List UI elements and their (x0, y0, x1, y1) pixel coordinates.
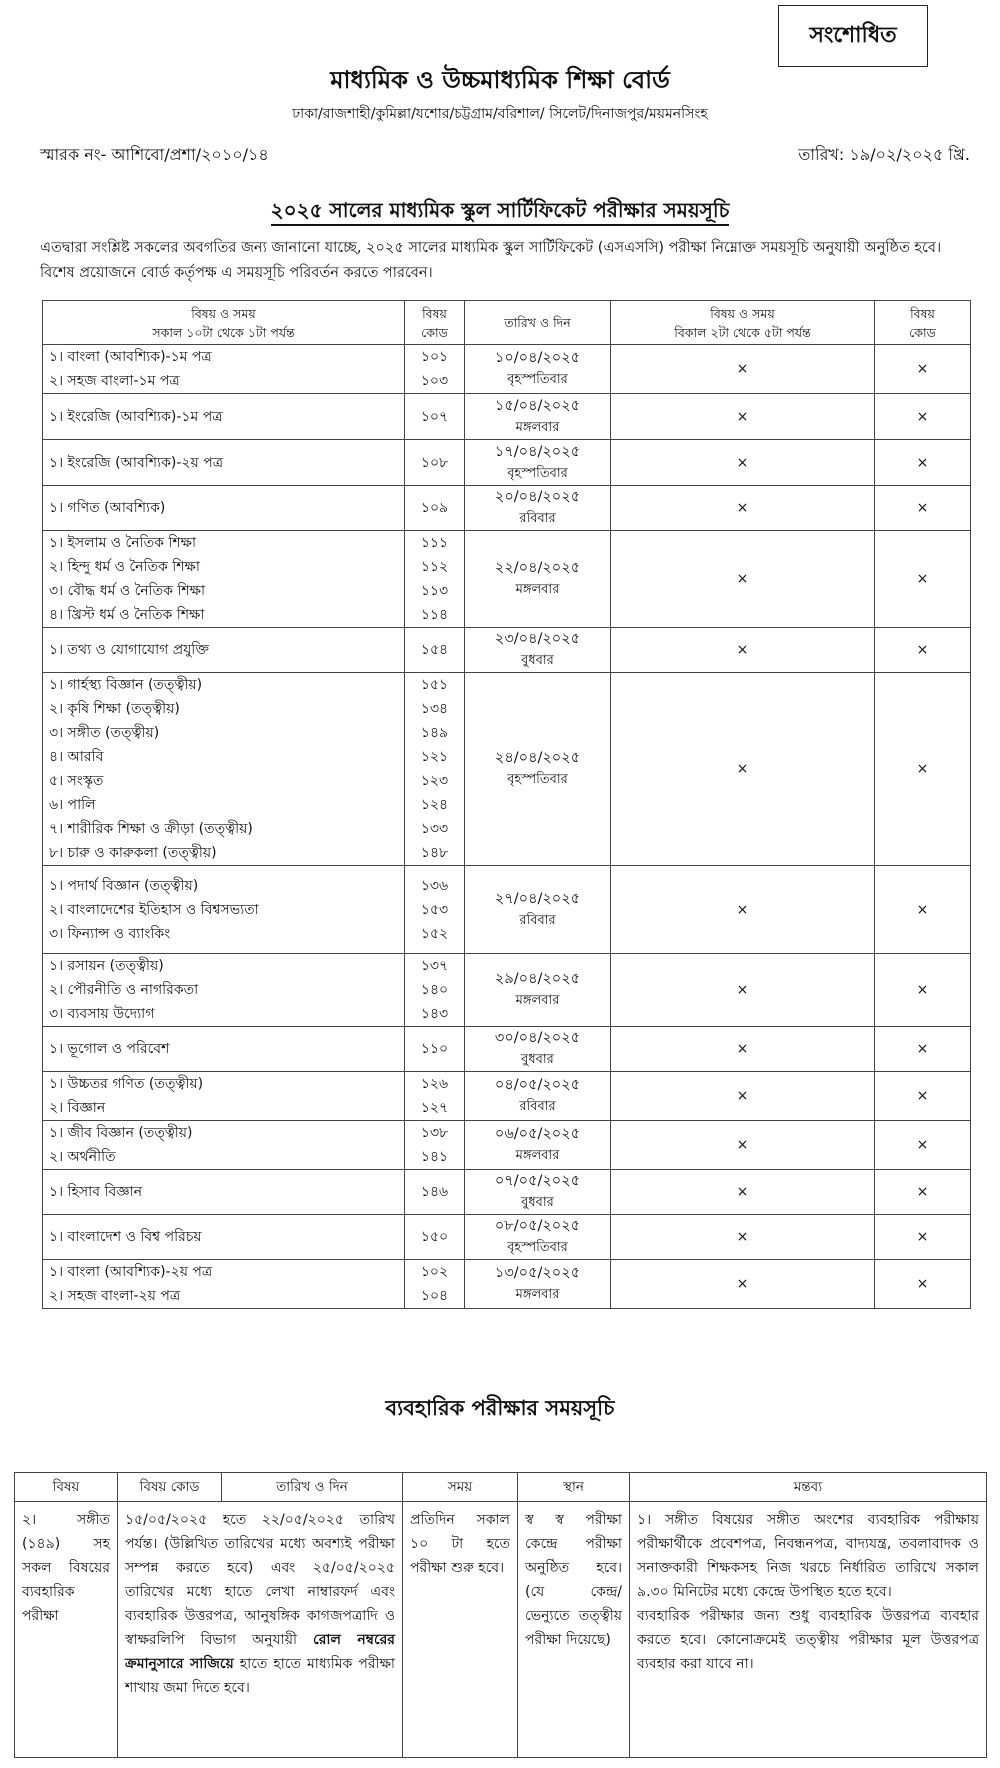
practical-subject: ২। সঙ্গীত (১৪৯) সহ সকল বিষয়ের ব্যবহারিক পরীক্ষা (15, 1502, 118, 1758)
schedule-row (43, 954, 971, 1027)
afternoon-subject-cell: × (611, 954, 875, 1027)
subject-name: ১। উচ্চতর গণিত (তত্ত্বীয়) (49, 1076, 204, 1092)
subject-name: ১। ভূগোল ও পরিবেশ (49, 1041, 170, 1057)
afternoon-subject-cell: × (611, 1121, 875, 1170)
practical-header-remarks: মন্তব্য (630, 1473, 987, 1502)
afternoon-subject-cell: × (611, 1260, 875, 1309)
subject-name: ১। বাংলা (আবশ্যিক)-১ম পত্র (49, 349, 212, 365)
subject-cell (43, 954, 405, 1027)
exam-date: ০৬/০৫/২০২৫ (494, 1126, 581, 1142)
subject-code: ১৫৪ (420, 642, 449, 658)
schedule-row (43, 673, 971, 866)
subject-name: ৩। বৌদ্ধ ধর্ম ও নৈতিক শিক্ষা (49, 583, 206, 599)
subject-name: ১। ইংরেজি (আবশ্যিক)-২য় পত্র (49, 454, 223, 471)
code-cell (405, 673, 465, 866)
exam-day: মঙ্গলবার (515, 1287, 560, 1302)
subject-name: ৩। ব্যবসায় উদ্যোগ (49, 1006, 155, 1022)
board-name: মাধ্যমিক ও উচ্চমাধ্যমিক শিক্ষা বোর্ড (330, 66, 670, 94)
subject-code: ১২৭ (420, 1100, 449, 1116)
date-cell (465, 628, 611, 673)
subject-cell (43, 531, 405, 628)
afternoon-code-cell: × (875, 394, 971, 440)
afternoon-subject-cell: × (611, 628, 875, 673)
practical-venue: স্ব স্ব পরীক্ষা কেন্দ্রে পরীক্ষা অনুষ্ঠিত হবে। (যে কেন্দ্র/ ভেন্যুতে তত্ত্বীয় পরীক্ষা দিয়েছে) (518, 1502, 630, 1758)
exam-day: বৃহস্পতিবার (507, 772, 568, 787)
exam-day: বৃহস্পতিবার (507, 372, 568, 387)
subject-name: ১। বাংলা (আবশ্যিক)-২য় পত্র (49, 1264, 213, 1280)
schedule-row (43, 866, 971, 954)
theory-schedule-table (42, 300, 971, 1309)
practical-title: ব্যবহারিক পরীক্ষার সময়সূচি (385, 1396, 615, 1420)
subject-code: ১১০ (420, 1041, 449, 1057)
afternoon-subject-cell: × (611, 1170, 875, 1215)
practical-remarks-2: ব্যবহারিক পরীক্ষার জন্য শুধু ব্যবহারিক উত্তরপত্র ব্যবহার করতে হবে। কোনোক্রমেই তত্ত্বীয় পরীক্ষার মূল উত্তরপত্র ব্যবহার করা যাবে না। (637, 1608, 979, 1672)
header-subject-afternoon: বিষয় ও সময় বিকাল ২টা থেকে ৫টা পর্যন্ত (611, 301, 875, 345)
practical-header-venue: স্থান (518, 1473, 630, 1502)
subject-cell (43, 1121, 405, 1170)
exam-date: ০৪/০৫/২০২৫ (494, 1077, 581, 1093)
practical-row (15, 1502, 987, 1758)
afternoon-code-cell: × (875, 673, 971, 866)
exam-date: ২২/০৪/২০২৫ (494, 560, 581, 576)
schedule-row (43, 1260, 971, 1309)
date-cell (465, 1072, 611, 1121)
code-cell (405, 531, 465, 628)
subject-code: ১২৩ (420, 773, 449, 789)
header-code-afternoon: বিষয় কোড (875, 301, 971, 345)
date-cell (465, 673, 611, 866)
code-cell (405, 1121, 465, 1170)
subject-code: ১৪৮ (420, 845, 449, 861)
revised-stamp: সংশোধিত (778, 5, 928, 67)
exam-date: ২০/০৪/২০২৫ (494, 489, 581, 505)
page-title: ২০২৫ সালের মাধ্যমিক স্কুল সার্টিফিকেট পরীক্ষার সময়সূচি (0, 196, 1000, 229)
practical-remarks-1: ১। সঙ্গীত বিষয়ের সঙ্গীত অংশের ব্যবহারিক পরীক্ষায় পরীক্ষার্থীকে প্রবেশপত্র, নিবন্ধনপত্র, বাদ্যযন্ত্র, তবলাবাদক ও সনাক্তকারী শিক্ষকসহ নিজ খরচে নির্ধারিত তারিখে সকাল ৯.৩০ মিনিটের মধ্যে কেন্দ্রে উপস্থিত হতে হবে। (637, 1512, 979, 1600)
afternoon-code-cell: × (875, 531, 971, 628)
date-cell (465, 1260, 611, 1309)
afternoon-code-cell: × (875, 345, 971, 394)
schedule-row (43, 1072, 971, 1121)
subject-name: ৩। সঙ্গীত (তত্ত্বীয়) (49, 725, 160, 741)
subject-code: ১৫৩ (420, 901, 449, 918)
exam-date: ২৪/০৪/২০২৫ (494, 750, 581, 766)
subject-code: ১২৬ (420, 1076, 449, 1092)
subject-code: ১৪৩ (420, 1006, 449, 1022)
memo-number: স্মারক নং- আশিবো/প্রশা/২০১০/১৪ (40, 145, 269, 164)
exam-day: রবিবার (519, 912, 556, 928)
afternoon-code-cell: × (875, 486, 971, 531)
subject-cell (43, 486, 405, 531)
theory-schedule-body (43, 345, 971, 1309)
subject-code: ১০১ (420, 349, 449, 365)
exam-date: ৩০/০৪/২০২৫ (494, 1030, 581, 1046)
board-cities: ঢাকা/রাজশাহী/কুমিল্লা/যশোর/চট্টগ্রাম/বরিশাল/ সিলেট/দিনাজপুর/ময়মনসিংহ (292, 106, 708, 122)
subject-name: ৬। পালি (49, 797, 96, 813)
subject-code: ১১৩ (420, 583, 449, 599)
afternoon-subject-cell: × (611, 1027, 875, 1072)
subject-code: ১৫১ (420, 677, 449, 693)
subject-code: ১০৮ (420, 454, 449, 471)
exam-day: মঙ্গলবার (515, 419, 560, 435)
schedule-row (43, 345, 971, 394)
subject-code: ১৩৭ (420, 958, 449, 974)
exam-day: বৃহস্পতিবার (507, 1240, 568, 1255)
exam-day: বুধবার (521, 1195, 554, 1210)
subject-code: ১৫০ (420, 1229, 449, 1245)
exam-date: ২৯/০৪/২০২৫ (494, 971, 581, 987)
exam-date: ০৭/০৫/২০২৫ (494, 1173, 581, 1189)
header-date-day: তারিখ ও দিন (465, 301, 611, 345)
afternoon-code-cell: × (875, 954, 971, 1027)
subject-code: ১২৪ (420, 797, 449, 813)
date-cell (465, 440, 611, 486)
afternoon-subject-cell: × (611, 394, 875, 440)
subject-code: ১১১ (420, 535, 449, 551)
date-cell (465, 1170, 611, 1215)
subject-cell (43, 394, 405, 440)
afternoon-code-cell: × (875, 628, 971, 673)
subject-cell (43, 866, 405, 954)
subject-name: ৫। সংস্কৃত (49, 773, 104, 789)
code-cell (405, 1170, 465, 1215)
subject-cell (43, 628, 405, 673)
subject-name: ১। জীব বিজ্ঞান (তত্ত্বীয়) (49, 1125, 193, 1141)
date-cell (465, 531, 611, 628)
afternoon-code-cell: × (875, 866, 971, 954)
subject-name: ১। ইংরেজি (আবশ্যিক)-১ম পত্র (49, 408, 223, 425)
code-cell (405, 394, 465, 440)
subject-cell (43, 1027, 405, 1072)
subject-code: ১৩৪ (420, 701, 449, 717)
subject-code: ১০২ (420, 1264, 449, 1280)
code-cell (405, 1215, 465, 1260)
code-cell (405, 866, 465, 954)
subject-cell (43, 1215, 405, 1260)
code-cell (405, 440, 465, 486)
header-subject-morning: বিষয় ও সময় সকাল ১০টা থেকে ১টা পর্যন্ত (43, 301, 405, 345)
subject-name: ২। বাংলাদেশের ইতিহাস ও বিশ্বসভ্যতা (49, 901, 259, 918)
schedule-row (43, 531, 971, 628)
schedule-row (43, 486, 971, 531)
subject-name: ২। হিন্দু ধর্ম ও নৈতিক শিক্ষা (49, 559, 200, 575)
afternoon-subject-cell: × (611, 1215, 875, 1260)
practical-header-date: তারিখ ও দিন (222, 1473, 403, 1502)
subject-code: ১০৭ (420, 408, 449, 425)
subject-name: ১। ইসলাম ও নৈতিক শিক্ষা (49, 535, 197, 551)
afternoon-code-cell: × (875, 1260, 971, 1309)
exam-day: মঙ্গলবার (515, 993, 560, 1008)
subject-name: ২। পৌরনীতি ও নাগরিকতা (49, 982, 199, 998)
date-cell (465, 866, 611, 954)
subject-code: ১১২ (420, 559, 449, 575)
subject-cell (43, 1170, 405, 1215)
exam-day: বুধবার (521, 653, 554, 668)
practical-schedule-table (14, 1472, 987, 1758)
exam-date: ১৩/০৫/২০২৫ (494, 1265, 581, 1281)
date-cell (465, 394, 611, 440)
subject-name: ৩। ফিন্যান্স ও ব্যাংকিং (49, 925, 171, 942)
schedule-row (43, 1121, 971, 1170)
subject-code: ১৪১ (420, 1149, 449, 1165)
practical-date-details: ১৫/০৫/২০২৫ হতে ২২/০৫/২০২৫ তারিখ পর্যন্ত। (উল্লিখিত তারিখের মধ্যে অবশ্যই পরীক্ষা সম্পন্ন করতে হবে) এবং ২৫/০৫/২০২৫ তারিখের মধ্যে হাতে লেখা নাম্বারফর্দ এবং ব্যবহারিক উত্তরপত্র, আনুষঙ্গিক কাগজপত্রাদি ও স্বাক্ষরলিপি বিভাগ অনুযায়ী রোল নম্বরের ক্রমানুসারে সাজিয়ে হাতে হাতে মাধ্যমিক পরীক্ষা শাখায় জমা দিতে হবে। (118, 1502, 403, 1758)
code-cell (405, 1027, 465, 1072)
subject-code: ১০৩ (420, 373, 449, 389)
subject-name: ১। রসায়ন (তত্ত্বীয়) (49, 958, 164, 974)
subject-code: ১৩৩ (420, 821, 449, 837)
subject-name: ৪। খ্রিস্ট ধর্ম ও নৈতিক শিক্ষা (49, 607, 205, 623)
subject-name: ২। কৃষি শিক্ষা (তত্ত্বীয়) (49, 701, 180, 717)
afternoon-subject-cell: × (611, 531, 875, 628)
subject-name: ১। গার্হস্থ্য বিজ্ঞান (তত্ত্বীয়) (49, 677, 203, 693)
date-cell (465, 1215, 611, 1260)
exam-date: ১০/০৪/২০২৫ (494, 350, 581, 366)
subject-name: ৮। চারু ও কারুকলা (তত্ত্বীয়) (49, 845, 217, 861)
practical-header-time: সময় (403, 1473, 518, 1502)
subject-cell (43, 673, 405, 866)
code-cell (405, 345, 465, 394)
subject-cell (43, 1072, 405, 1121)
schedule-row (43, 440, 971, 486)
subject-name: ২। সহজ বাংলা-২য় পত্র (49, 1288, 181, 1304)
subject-cell (43, 440, 405, 486)
afternoon-code-cell: × (875, 1027, 971, 1072)
practical-header-row (15, 1473, 987, 1502)
date-cell (465, 345, 611, 394)
intro-paragraph: এতদ্বারা সংশ্লিষ্ট সকলের অবগতির জন্য জানানো যাচ্ছে, ২০২৫ সালের মাধ্যমিক স্কুল সার্টিফিকেট (এসএসসি) পরীক্ষা নিম্নোক্ত সময়সূচি অনুযায়ী অনুষ্ঠিত হবে। বিশেষ প্রয়োজনে বোর্ড কর্তৃপক্ষ এ সময়সূচি পরিবর্তন করতে পারবেন। (40, 240, 942, 281)
exam-day: বুধবার (521, 1052, 554, 1067)
subject-code: ১০৯ (420, 500, 449, 516)
subject-name: ২। বিজ্ঞান (49, 1100, 106, 1116)
subject-cell (43, 1260, 405, 1309)
afternoon-subject-cell: × (611, 673, 875, 866)
subject-name: ২। সহজ বাংলা-১ম পত্র (49, 373, 180, 389)
schedule-row (43, 1170, 971, 1215)
afternoon-subject-cell: × (611, 1072, 875, 1121)
practical-remarks (630, 1502, 987, 1758)
subject-code: ১২১ (420, 749, 449, 765)
subject-cell (43, 345, 405, 394)
schedule-row (43, 394, 971, 440)
header-code: বিষয় কোড (405, 301, 465, 345)
exam-date: ২৩/০৪/২০২৫ (494, 631, 581, 647)
subject-code: ১৪৬ (420, 1184, 449, 1200)
subject-name: ৭। শারীরিক শিক্ষা ও ক্রীড়া (তত্ত্বীয়) (49, 821, 253, 837)
exam-day: মঙ্গলবার (515, 1148, 560, 1163)
subject-code: ১৩৬ (420, 877, 449, 894)
subject-name: ২। অর্থনীতি (49, 1149, 116, 1165)
practical-time: প্রতিদিন সকাল ১০ টা হতে পরীক্ষা শুরু হবে। (403, 1502, 518, 1758)
theory-header-row (43, 301, 971, 345)
exam-day: রবিবার (519, 511, 556, 526)
exam-day: মঙ্গলবার (515, 582, 560, 597)
schedule-row (43, 628, 971, 673)
code-cell (405, 486, 465, 531)
exam-date: ২৭/০৪/২০২৫ (494, 890, 581, 907)
subject-code: ১৪৯ (420, 725, 449, 741)
afternoon-code-cell: × (875, 1121, 971, 1170)
date-cell (465, 486, 611, 531)
schedule-row (43, 1027, 971, 1072)
subject-name: ১। তথ্য ও যোগাযোগ প্রযুক্তি (49, 642, 209, 658)
subject-name: ১। গণিত (আবশ্যিক) (49, 500, 166, 516)
subject-code: ১৫২ (420, 925, 449, 942)
code-cell (405, 954, 465, 1027)
subject-code: ১১৪ (420, 607, 449, 623)
afternoon-code-cell: × (875, 1072, 971, 1121)
afternoon-subject-cell: × (611, 345, 875, 394)
exam-date: ১৫/০৪/২০২৫ (494, 397, 581, 414)
afternoon-code-cell: × (875, 1170, 971, 1215)
subject-name: ৪। আরবি (49, 749, 104, 765)
subject-name: ১। হিসাব বিজ্ঞান (49, 1184, 143, 1200)
code-cell (405, 628, 465, 673)
date-cell (465, 954, 611, 1027)
afternoon-code-cell: × (875, 440, 971, 486)
code-cell (405, 1072, 465, 1121)
subject-code: ১৩৮ (420, 1125, 449, 1141)
code-cell (405, 1260, 465, 1309)
exam-day: বৃহস্পতিবার (507, 465, 568, 481)
afternoon-subject-cell: × (611, 866, 875, 954)
practical-header-subject: বিষয় (15, 1473, 118, 1502)
issue-date: তারিখ: ১৯/০২/২০২৫ খ্রি. (798, 145, 970, 164)
subject-code: ১৪০ (420, 982, 449, 998)
exam-day: রবিবার (519, 1099, 556, 1114)
schedule-row (43, 1215, 971, 1260)
afternoon-subject-cell: × (611, 486, 875, 531)
afternoon-code-cell: × (875, 1215, 971, 1260)
date-cell (465, 1027, 611, 1072)
exam-date: ০৮/০৫/২০২৫ (494, 1218, 581, 1234)
afternoon-subject-cell: × (611, 440, 875, 486)
subject-name: ১। বাংলাদেশ ও বিশ্ব পরিচয় (49, 1229, 202, 1245)
exam-date: ১৭/০৪/২০২৫ (494, 443, 581, 460)
subject-name: ১। পদার্থ বিজ্ঞান (তত্ত্বীয়) (49, 877, 199, 894)
practical-header-code: বিষয় কোড (118, 1473, 222, 1502)
subject-code: ১০৪ (420, 1288, 449, 1304)
date-cell (465, 1121, 611, 1170)
